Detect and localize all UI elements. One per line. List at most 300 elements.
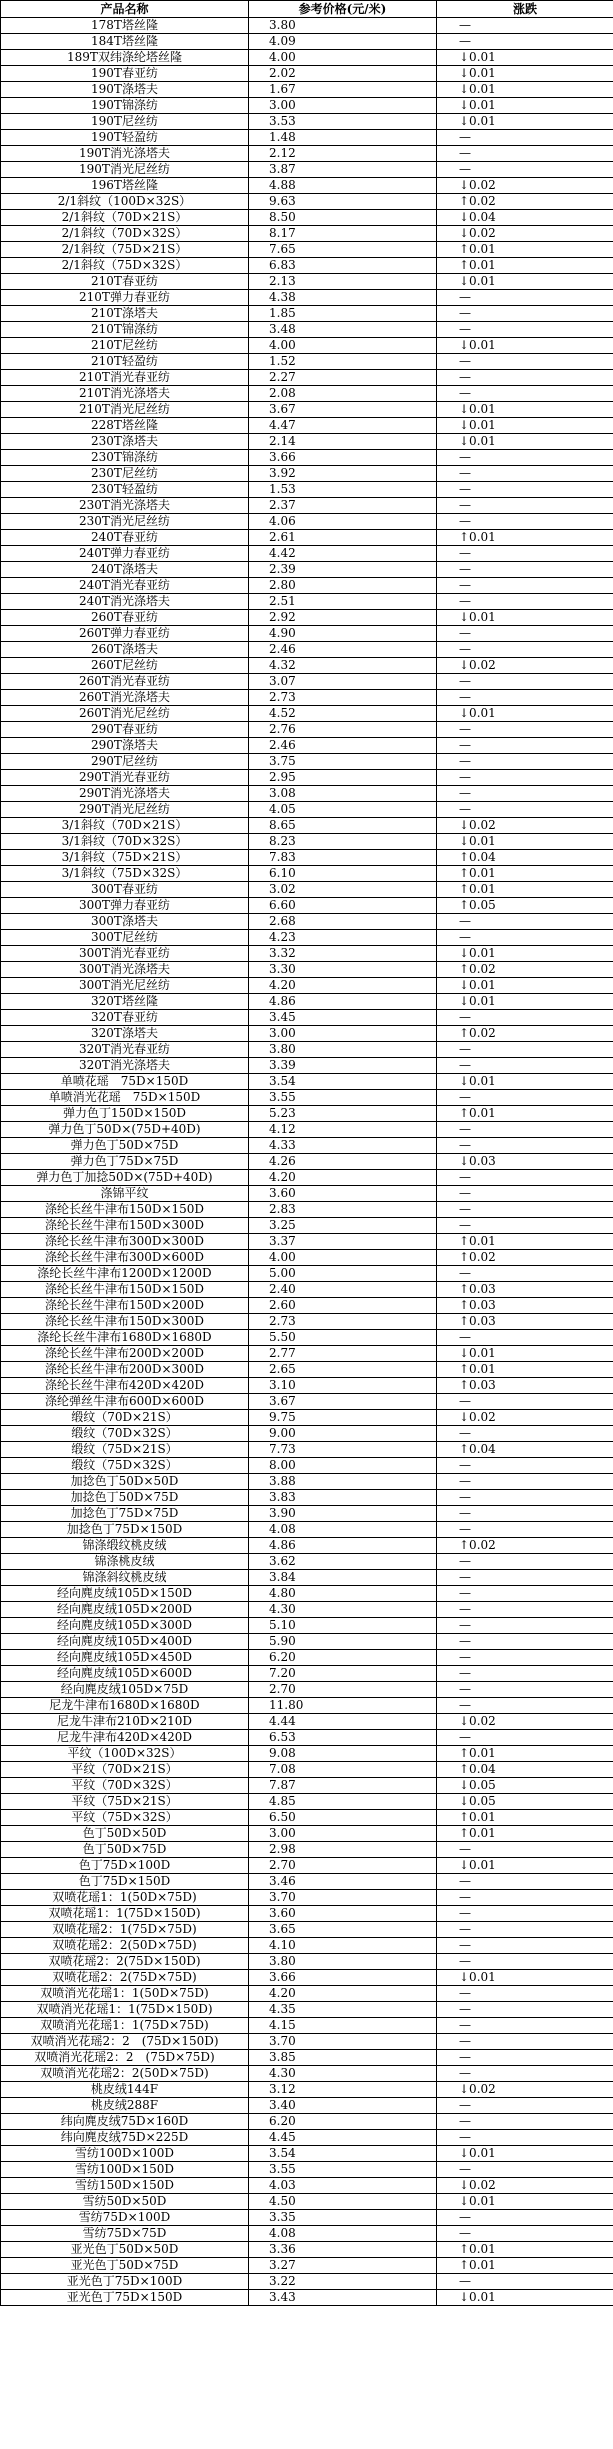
- price-cell: 3.70: [249, 2034, 437, 2050]
- table-row: [1, 434, 613, 450]
- table-row: [1, 1346, 613, 1362]
- change-cell: —: [437, 1170, 613, 1186]
- change-cell: ↓0.01: [437, 2290, 613, 2306]
- table-row: [1, 1938, 613, 1954]
- product-name-cell: 雪纺75D×75D: [1, 2226, 249, 2242]
- change-cell: —: [437, 738, 613, 754]
- table-row: [1, 194, 613, 210]
- product-name-cell: 弹力色丁75D×75D: [1, 1154, 249, 1170]
- price-cell: 9.00: [249, 1426, 437, 1442]
- table-row: [1, 530, 613, 546]
- price-cell: 3.70: [249, 1890, 437, 1906]
- price-cell: 5.10: [249, 1618, 437, 1634]
- product-name-cell: 色丁75D×150D: [1, 1874, 249, 1890]
- product-name-cell: 260T消光尼丝纺: [1, 706, 249, 722]
- change-cell: ↑0.01: [437, 1746, 613, 1762]
- price-cell: 3.60: [249, 1906, 437, 1922]
- product-name-cell: 亚光色丁75D×150D: [1, 2290, 249, 2306]
- change-cell: ↑0.02: [437, 1538, 613, 1554]
- product-name-cell: 缎纹（70D×32S）: [1, 1426, 249, 1442]
- change-cell: —: [437, 1394, 613, 1410]
- change-cell: ↑0.04: [437, 1762, 613, 1778]
- table-row: [1, 1042, 613, 1058]
- product-name-cell: 涤锦平纹: [1, 1186, 249, 1202]
- product-name-cell: 320T消光春亚纺: [1, 1042, 249, 1058]
- table-row: [1, 978, 613, 994]
- price-cell: 3.54: [249, 1074, 437, 1090]
- table-row: [1, 1026, 613, 1042]
- product-name-cell: 240T消光春亚纺: [1, 578, 249, 594]
- product-name-cell: 双喷花瑶1：1(75D×150D): [1, 1906, 249, 1922]
- change-cell: ↓0.05: [437, 1794, 613, 1810]
- table-row: [1, 1506, 613, 1522]
- price-cell: 3.87: [249, 162, 437, 178]
- table-row: [1, 1954, 613, 1970]
- change-cell: ↓0.01: [437, 994, 613, 1010]
- price-cell: 2.60: [249, 1298, 437, 1314]
- price-cell: 4.42: [249, 546, 437, 562]
- price-cell: 3.54: [249, 2146, 437, 2162]
- table-row: [1, 770, 613, 786]
- change-cell: —: [437, 1602, 613, 1618]
- table-row: [1, 450, 613, 466]
- product-name-cell: 320T春亚纺: [1, 1010, 249, 1026]
- price-cell: 4.35: [249, 2002, 437, 2018]
- table-row: [1, 722, 613, 738]
- table-row: [1, 1090, 613, 1106]
- change-cell: —: [437, 1522, 613, 1538]
- table-row: [1, 1410, 613, 1426]
- price-cell: 3.30: [249, 962, 437, 978]
- price-cell: 3.45: [249, 1010, 437, 1026]
- table-row: [1, 1570, 613, 1586]
- product-name-cell: 涤纶长丝牛津布150D×300D: [1, 1218, 249, 1234]
- change-cell: —: [437, 770, 613, 786]
- change-cell: ↓0.01: [437, 1074, 613, 1090]
- product-name-cell: 经向麂皮绒105D×450D: [1, 1650, 249, 1666]
- change-cell: ↓0.01: [437, 434, 613, 450]
- table-row: [1, 322, 613, 338]
- price-cell: 4.05: [249, 802, 437, 818]
- table-row: [1, 66, 613, 82]
- product-name-cell: 230T锦涤纺: [1, 450, 249, 466]
- table-row: [1, 1586, 613, 1602]
- price-cell: 2.12: [249, 146, 437, 162]
- product-name-cell: 雪纺100D×150D: [1, 2162, 249, 2178]
- change-cell: ↓0.01: [437, 1970, 613, 1986]
- product-name-cell: 双喷消光花瑶2：2(50D×75D): [1, 2066, 249, 2082]
- change-cell: —: [437, 802, 613, 818]
- change-cell: —: [437, 754, 613, 770]
- change-cell: ↑0.01: [437, 1106, 613, 1122]
- product-name-cell: 240T消光涤塔夫: [1, 594, 249, 610]
- price-cell: 4.47: [249, 418, 437, 434]
- header-change: 涨跌: [437, 1, 613, 18]
- table-row: [1, 1890, 613, 1906]
- table-row: [1, 1202, 613, 1218]
- product-name-cell: 290T消光春亚纺: [1, 770, 249, 786]
- table-row: [1, 2002, 613, 2018]
- price-cell: 3.27: [249, 2258, 437, 2274]
- header-product-name: 产品名称: [1, 1, 249, 18]
- price-cell: 3.07: [249, 674, 437, 690]
- change-cell: —: [437, 930, 613, 946]
- product-name-cell: 230T涤塔夫: [1, 434, 249, 450]
- product-name-cell: 210T消光春亚纺: [1, 370, 249, 386]
- product-name-cell: 2/1斜纹（70D×32S）: [1, 226, 249, 242]
- price-cell: 9.63: [249, 194, 437, 210]
- price-cell: 4.86: [249, 1538, 437, 1554]
- product-name-cell: 色丁50D×75D: [1, 1842, 249, 1858]
- price-cell: 3.53: [249, 114, 437, 130]
- table-row: [1, 1778, 613, 1794]
- product-name-cell: 190T涤塔夫: [1, 82, 249, 98]
- product-name-cell: 260T弹力春亚纺: [1, 626, 249, 642]
- change-cell: ↑0.01: [437, 1234, 613, 1250]
- change-cell: —: [437, 1634, 613, 1650]
- change-cell: ↓0.01: [437, 978, 613, 994]
- change-cell: —: [437, 1138, 613, 1154]
- product-name-cell: 亚光色丁50D×50D: [1, 2242, 249, 2258]
- price-cell: 7.87: [249, 1778, 437, 1794]
- table-row: [1, 130, 613, 146]
- table-row: [1, 1458, 613, 1474]
- table-row: [1, 178, 613, 194]
- table-row: [1, 2194, 613, 2210]
- price-cell: 2.76: [249, 722, 437, 738]
- product-name-cell: 双喷消光花瑶1：1(75D×150D): [1, 2002, 249, 2018]
- product-name-cell: 涤纶长丝牛津布1680D×1680D: [1, 1330, 249, 1346]
- change-cell: —: [437, 1218, 613, 1234]
- price-cell: 3.37: [249, 1234, 437, 1250]
- price-cell: 4.33: [249, 1138, 437, 1154]
- change-cell: ↑0.01: [437, 1362, 613, 1378]
- price-cell: 3.92: [249, 466, 437, 482]
- price-cell: 6.53: [249, 1730, 437, 1746]
- change-cell: —: [437, 1954, 613, 1970]
- change-cell: —: [437, 18, 613, 34]
- table-row: [1, 1154, 613, 1170]
- price-cell: 3.83: [249, 1490, 437, 1506]
- price-cell: 8.50: [249, 210, 437, 226]
- product-name-cell: 290T涤塔夫: [1, 738, 249, 754]
- product-name-cell: 300T消光尼丝纺: [1, 978, 249, 994]
- change-cell: —: [437, 914, 613, 930]
- product-name-cell: 228T塔丝隆: [1, 418, 249, 434]
- table-row: [1, 1266, 613, 1282]
- table-row: [1, 2082, 613, 2098]
- product-name-cell: 涤纶长丝牛津布150D×150D: [1, 1282, 249, 1298]
- table-row: [1, 1842, 613, 1858]
- price-cell: 4.12: [249, 1122, 437, 1138]
- product-name-cell: 190T尼丝纺: [1, 114, 249, 130]
- price-cell: 8.65: [249, 818, 437, 834]
- table-row: [1, 1330, 613, 1346]
- table-row: [1, 1698, 613, 1714]
- product-name-cell: 平纹（70D×21S）: [1, 1762, 249, 1778]
- product-name-cell: 320T消光涤塔夫: [1, 1058, 249, 1074]
- change-cell: ↓0.01: [437, 274, 613, 290]
- price-cell: 2.08: [249, 386, 437, 402]
- table-row: [1, 610, 613, 626]
- table-row: [1, 1362, 613, 1378]
- product-name-cell: 210T锦涤纺: [1, 322, 249, 338]
- table-row: [1, 210, 613, 226]
- product-name-cell: 雪纺50D×50D: [1, 2194, 249, 2210]
- product-name-cell: 单喷花瑶 75D×150D: [1, 1074, 249, 1090]
- product-name-cell: 尼龙牛津布420D×420D: [1, 1730, 249, 1746]
- table-row: [1, 2178, 613, 2194]
- price-cell: 4.15: [249, 2018, 437, 2034]
- table-row: [1, 690, 613, 706]
- product-name-cell: 190T消光尼丝纺: [1, 162, 249, 178]
- product-name-cell: 196T塔丝隆: [1, 178, 249, 194]
- table-row: [1, 1058, 613, 1074]
- product-name-cell: 双喷消光花瑶2：2 (75D×75D): [1, 2050, 249, 2066]
- change-cell: —: [437, 562, 613, 578]
- table-row: [1, 1730, 613, 1746]
- change-cell: —: [437, 2002, 613, 2018]
- change-cell: —: [437, 690, 613, 706]
- price-cell: 3.40: [249, 2098, 437, 2114]
- price-cell: 4.06: [249, 514, 437, 530]
- product-name-cell: 290T消光尼丝纺: [1, 802, 249, 818]
- product-name-cell: 亚光色丁75D×100D: [1, 2274, 249, 2290]
- product-name-cell: 190T消光涤塔夫: [1, 146, 249, 162]
- change-cell: —: [437, 674, 613, 690]
- price-cell: 8.00: [249, 1458, 437, 1474]
- change-cell: —: [437, 146, 613, 162]
- change-cell: ↓0.01: [437, 98, 613, 114]
- product-name-cell: 锦涤斜纹桃皮绒: [1, 1570, 249, 1586]
- table-row: [1, 1138, 613, 1154]
- change-cell: —: [437, 354, 613, 370]
- change-cell: —: [437, 162, 613, 178]
- price-cell: 9.75: [249, 1410, 437, 1426]
- table-row: [1, 1474, 613, 1490]
- change-cell: —: [437, 1554, 613, 1570]
- change-cell: —: [437, 1986, 613, 2002]
- table-row: [1, 738, 613, 754]
- change-cell: —: [437, 2210, 613, 2226]
- table-row: [1, 1490, 613, 1506]
- price-cell: 4.50: [249, 2194, 437, 2210]
- price-cell: 3.39: [249, 1058, 437, 1074]
- change-cell: ↑0.01: [437, 2242, 613, 2258]
- product-name-cell: 230T消光涤塔夫: [1, 498, 249, 514]
- table-row: [1, 1634, 613, 1650]
- table-row: [1, 98, 613, 114]
- price-cell: 4.44: [249, 1714, 437, 1730]
- change-cell: —: [437, 482, 613, 498]
- change-cell: —: [437, 1570, 613, 1586]
- product-name-cell: 桃皮绒144F: [1, 2082, 249, 2098]
- product-name-cell: 2/1斜纹（75D×21S）: [1, 242, 249, 258]
- change-cell: —: [437, 1458, 613, 1474]
- price-cell: 3.55: [249, 1090, 437, 1106]
- product-name-cell: 平纹（70D×32S）: [1, 1778, 249, 1794]
- table-row: [1, 2258, 613, 2274]
- product-name-cell: 雪纺75D×100D: [1, 2210, 249, 2226]
- product-name-cell: 双喷花瑶2：2(75D×150D): [1, 1954, 249, 1970]
- table-row: [1, 866, 613, 882]
- product-name-cell: 210T尼丝纺: [1, 338, 249, 354]
- table-row: [1, 1682, 613, 1698]
- change-cell: —: [437, 514, 613, 530]
- table-row: [1, 1314, 613, 1330]
- price-cell: 9.08: [249, 1746, 437, 1762]
- change-cell: —: [437, 34, 613, 50]
- price-cell: 6.50: [249, 1810, 437, 1826]
- price-cell: 2.02: [249, 66, 437, 82]
- change-cell: —: [437, 1042, 613, 1058]
- product-name-cell: 2/1斜纹（100D×32S）: [1, 194, 249, 210]
- table-row: [1, 754, 613, 770]
- table-row: [1, 1554, 613, 1570]
- change-cell: ↑0.01: [437, 242, 613, 258]
- change-cell: —: [437, 2274, 613, 2290]
- product-name-cell: 雪纺100D×100D: [1, 2146, 249, 2162]
- product-name-cell: 双喷消光花瑶1：1(50D×75D): [1, 1986, 249, 2002]
- table-header-row: [1, 1, 613, 18]
- price-cell: 3.60: [249, 1186, 437, 1202]
- change-cell: ↓0.02: [437, 658, 613, 674]
- table-row: [1, 258, 613, 274]
- change-cell: —: [437, 1874, 613, 1890]
- change-cell: —: [437, 466, 613, 482]
- header-reference-price: 参考价格(元/米): [249, 1, 437, 18]
- change-cell: ↑0.01: [437, 866, 613, 882]
- price-cell: 3.00: [249, 1026, 437, 1042]
- product-name-cell: 双喷花瑶2：2(75D×75D): [1, 1970, 249, 1986]
- change-cell: ↑0.01: [437, 258, 613, 274]
- table-row: [1, 818, 613, 834]
- price-cell: 4.26: [249, 1154, 437, 1170]
- change-cell: ↓0.03: [437, 1154, 613, 1170]
- product-name-cell: 锦涤缎纹桃皮绒: [1, 1538, 249, 1554]
- price-cell: 1.48: [249, 130, 437, 146]
- product-name-cell: 雪纺150D×150D: [1, 2178, 249, 2194]
- price-cell: 2.92: [249, 610, 437, 626]
- price-cell: 4.08: [249, 1522, 437, 1538]
- table-row: [1, 1746, 613, 1762]
- price-cell: 6.20: [249, 1650, 437, 1666]
- change-cell: —: [437, 578, 613, 594]
- table-row: [1, 594, 613, 610]
- change-cell: —: [437, 1922, 613, 1938]
- change-cell: ↓0.01: [437, 338, 613, 354]
- change-cell: ↓0.01: [437, 402, 613, 418]
- table-row: [1, 1106, 613, 1122]
- table-row: [1, 706, 613, 722]
- product-name-cell: 色丁75D×100D: [1, 1858, 249, 1874]
- price-cell: 2.70: [249, 1858, 437, 1874]
- price-cell: 2.95: [249, 770, 437, 786]
- table-row: [1, 1858, 613, 1874]
- change-cell: ↓0.02: [437, 178, 613, 194]
- table-row: [1, 50, 613, 66]
- change-cell: —: [437, 1698, 613, 1714]
- table-row: [1, 658, 613, 674]
- change-cell: —: [437, 450, 613, 466]
- change-cell: —: [437, 1266, 613, 1282]
- price-cell: 4.08: [249, 2226, 437, 2242]
- change-cell: —: [437, 1906, 613, 1922]
- table-row: [1, 914, 613, 930]
- table-row: [1, 338, 613, 354]
- change-cell: —: [437, 1122, 613, 1138]
- product-name-cell: 纬向麂皮绒75D×225D: [1, 2130, 249, 2146]
- change-cell: —: [437, 306, 613, 322]
- change-cell: ↓0.01: [437, 66, 613, 82]
- table-row: [1, 1826, 613, 1842]
- price-cell: 4.45: [249, 2130, 437, 2146]
- product-name-cell: 弹力色丁50D×(75D+40D): [1, 1122, 249, 1138]
- table-row: [1, 1602, 613, 1618]
- change-cell: ↑0.01: [437, 2258, 613, 2274]
- price-cell: 4.30: [249, 2066, 437, 2082]
- price-cell: 2.27: [249, 370, 437, 386]
- change-cell: —: [437, 2018, 613, 2034]
- product-name-cell: 230T尼丝纺: [1, 466, 249, 482]
- price-cell: 7.73: [249, 1442, 437, 1458]
- table-row: [1, 114, 613, 130]
- price-cell: 3.10: [249, 1378, 437, 1394]
- product-name-cell: 300T消光涤塔夫: [1, 962, 249, 978]
- change-cell: ↓0.01: [437, 1346, 613, 1362]
- price-cell: 2.51: [249, 594, 437, 610]
- table-row: [1, 1650, 613, 1666]
- change-cell: ↑0.02: [437, 1250, 613, 1266]
- price-cell: 3.80: [249, 1042, 437, 1058]
- price-cell: 4.00: [249, 50, 437, 66]
- change-cell: —: [437, 1474, 613, 1490]
- product-name-cell: 210T轻盈纺: [1, 354, 249, 370]
- product-name-cell: 3/1斜纹（75D×32S）: [1, 866, 249, 882]
- price-cell: 2.65: [249, 1362, 437, 1378]
- product-name-cell: 300T春亚纺: [1, 882, 249, 898]
- change-cell: —: [437, 1890, 613, 1906]
- price-cell: 6.20: [249, 2114, 437, 2130]
- price-cell: 4.23: [249, 930, 437, 946]
- price-cell: 1.67: [249, 82, 437, 98]
- change-cell: —: [437, 1938, 613, 1954]
- product-name-cell: 弹力色丁加捻50D×(75D+40D): [1, 1170, 249, 1186]
- product-name-cell: 3/1斜纹（70D×32S）: [1, 834, 249, 850]
- change-cell: ↑0.02: [437, 962, 613, 978]
- change-cell: —: [437, 1010, 613, 1026]
- table-row: [1, 1122, 613, 1138]
- table-row: [1, 1618, 613, 1634]
- table-row: [1, 834, 613, 850]
- product-name-cell: 平纹（75D×32S）: [1, 1810, 249, 1826]
- table-row: [1, 514, 613, 530]
- table-row: [1, 1906, 613, 1922]
- table-row: [1, 2146, 613, 2162]
- price-cell: 4.03: [249, 2178, 437, 2194]
- product-name-cell: 亚光色丁50D×75D: [1, 2258, 249, 2274]
- product-name-cell: 290T春亚纺: [1, 722, 249, 738]
- product-name-cell: 涤纶长丝牛津布420D×420D: [1, 1378, 249, 1394]
- price-cell: 4.90: [249, 626, 437, 642]
- table-row: [1, 1234, 613, 1250]
- price-cell: 1.85: [249, 306, 437, 322]
- product-name-cell: 300T涤塔夫: [1, 914, 249, 930]
- price-cell: 2.73: [249, 690, 437, 706]
- change-cell: ↑0.05: [437, 898, 613, 914]
- change-cell: —: [437, 370, 613, 386]
- change-cell: ↓0.04: [437, 210, 613, 226]
